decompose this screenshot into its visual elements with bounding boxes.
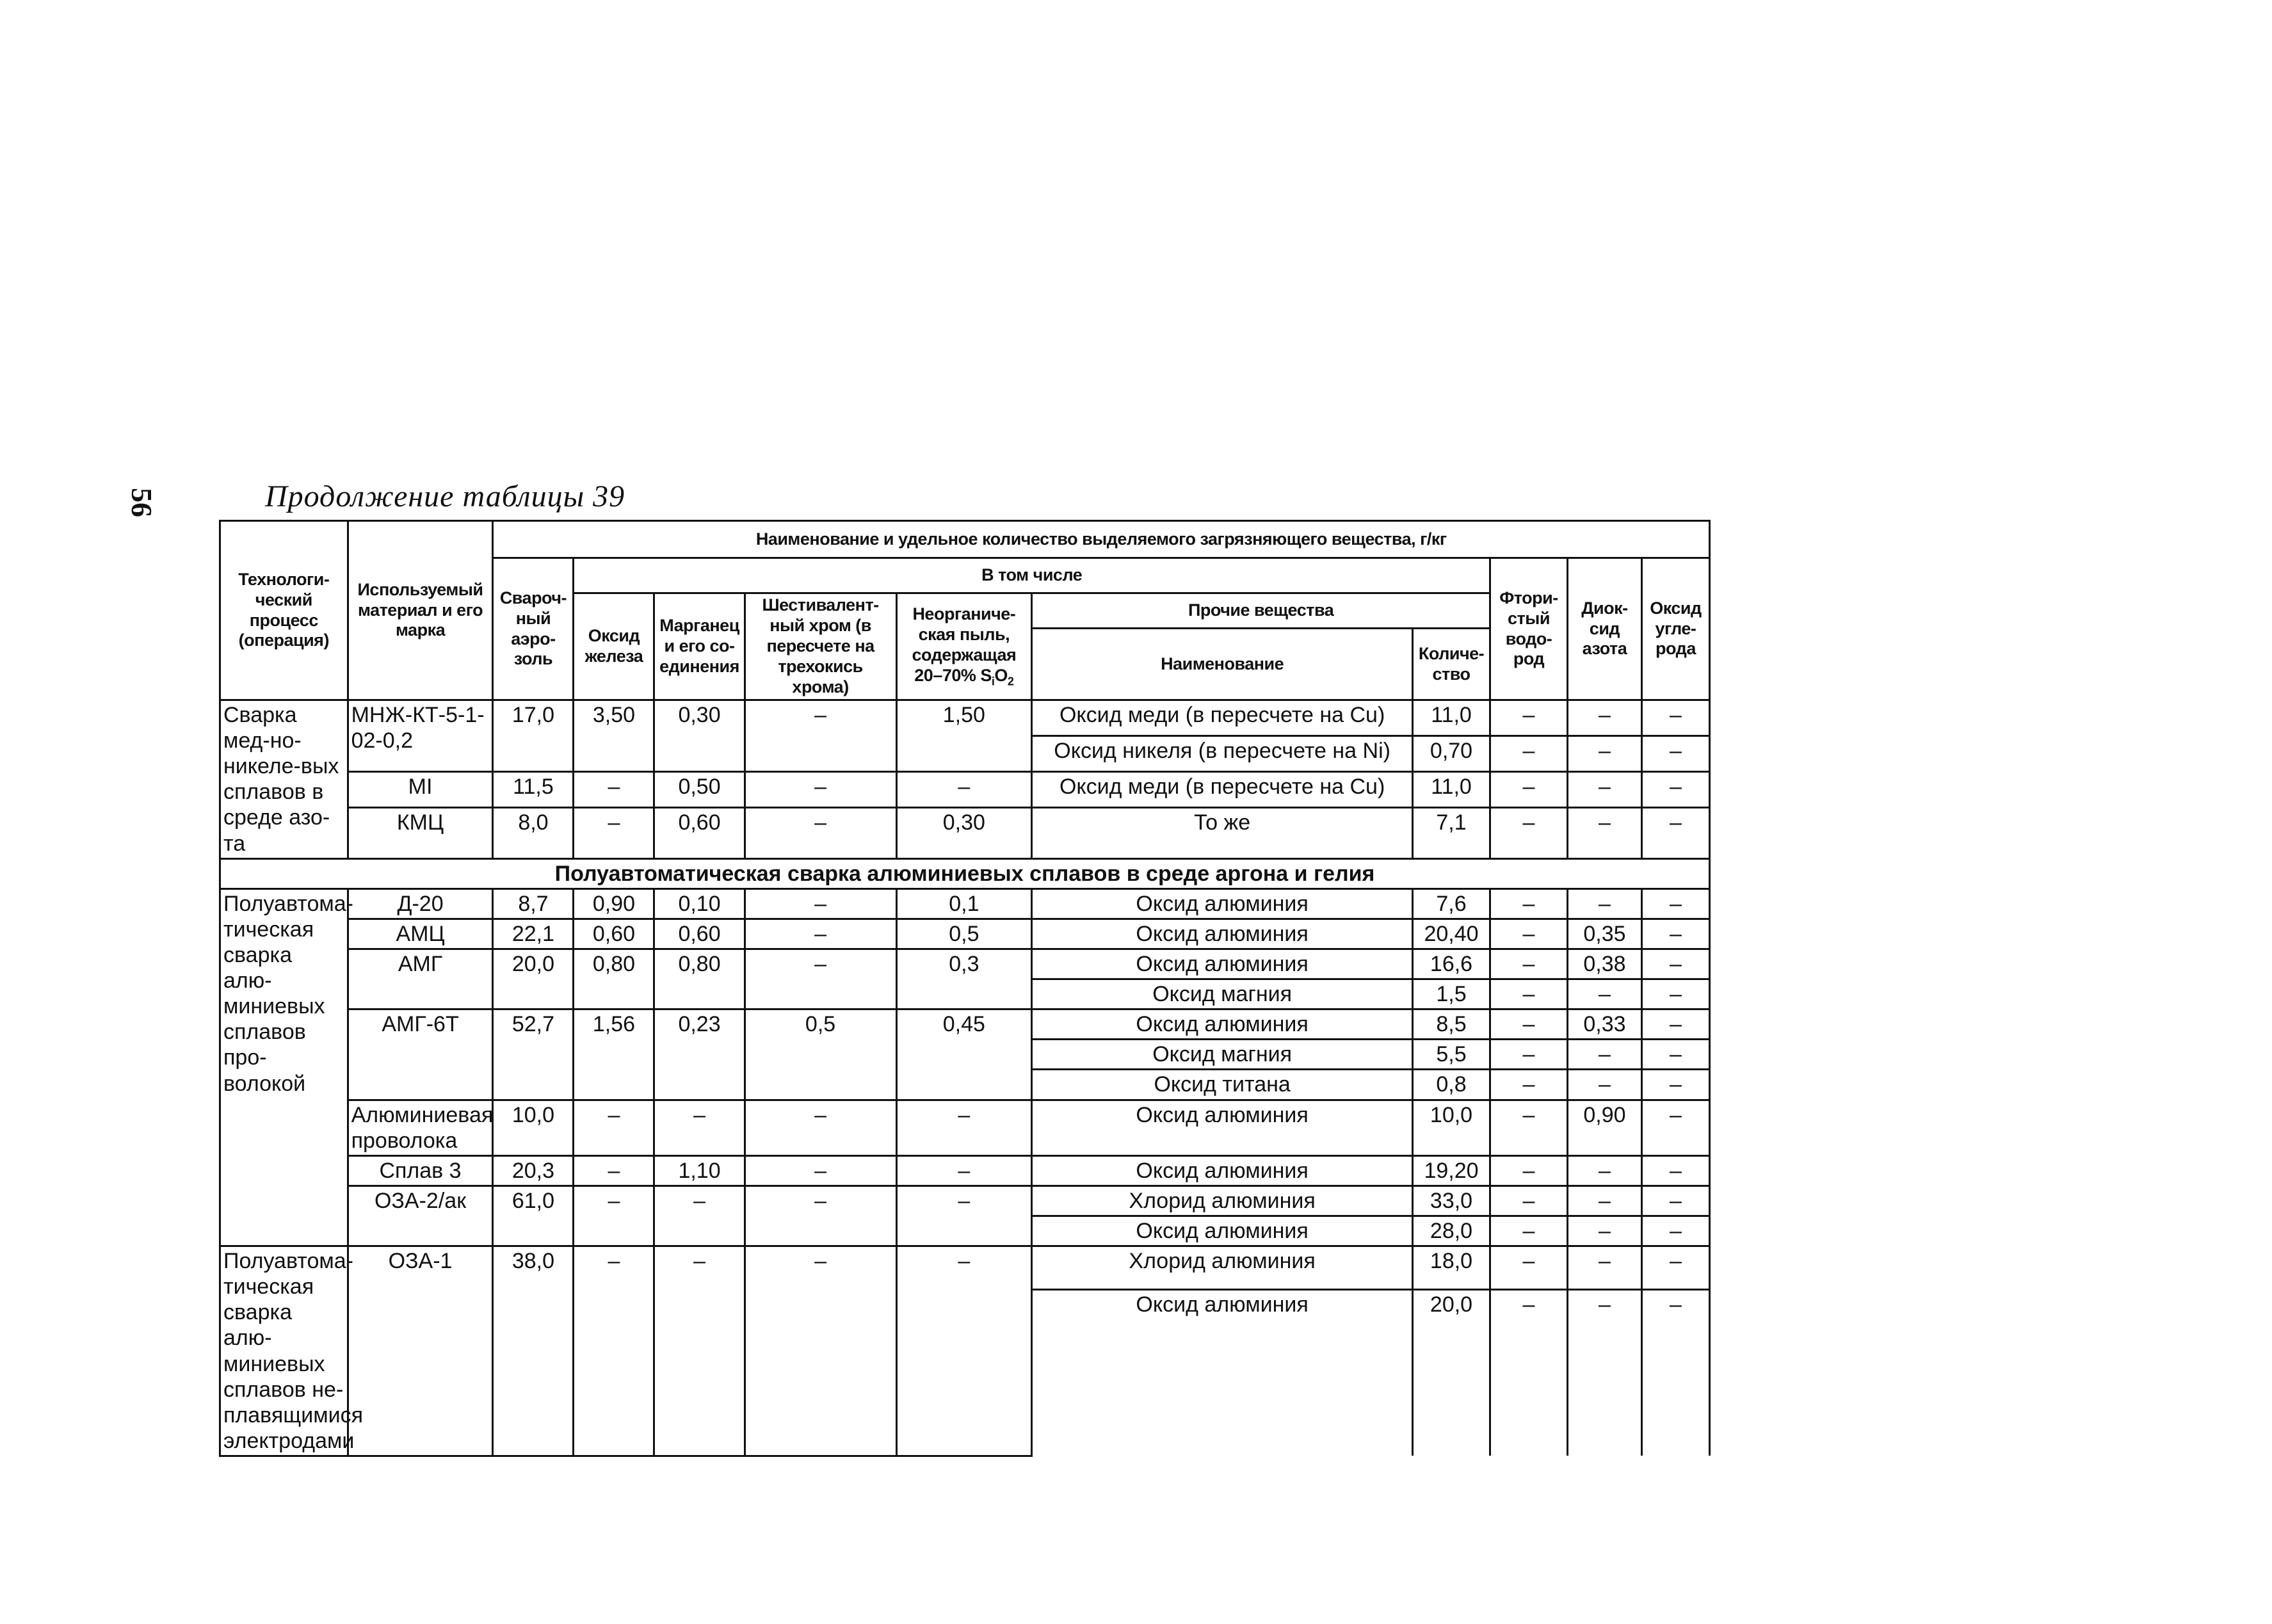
table-row [220, 807, 1710, 858]
co-cell: – [1641, 919, 1709, 949]
table-row [220, 919, 1710, 949]
header-aerosol: Свароч-ный аэро-золь [493, 558, 574, 700]
co-cell: – [1641, 1246, 1709, 1290]
section-title-row [220, 858, 1710, 888]
other-name-cell: Оксид никеля (в пересчете на Ni) [1032, 736, 1413, 771]
other-name-cell: Оксид меди (в пересчете на Cu) [1032, 771, 1413, 807]
other-name-cell: Оксид магния [1032, 979, 1413, 1009]
hf-cell: – [1490, 979, 1568, 1009]
other-name-cell: Оксид алюминия [1032, 1155, 1413, 1186]
material-cell: Алюминиевая проволока [348, 1100, 493, 1155]
other-name-cell: Оксид алюминия [1032, 888, 1413, 919]
dust-cell: 0,5 [896, 919, 1032, 949]
material-cell: АМГ-6Т [348, 1009, 493, 1100]
co-cell: – [1641, 1070, 1709, 1100]
hf-cell: – [1490, 1070, 1568, 1100]
fe-cell: 3,50 [574, 700, 654, 772]
header-other-name: Наименование [1032, 629, 1413, 700]
mn-cell: 0,60 [654, 807, 745, 858]
dust-cell: 0,30 [896, 807, 1032, 858]
header-co: Оксид угле-рода [1641, 558, 1709, 700]
other-name-cell: Оксид алюминия [1032, 919, 1413, 949]
fe-cell: – [574, 1155, 654, 1186]
co-cell: – [1641, 1009, 1709, 1040]
mn-cell: 0,23 [654, 1009, 745, 1100]
dust-cell: – [896, 771, 1032, 807]
cr-cell: – [745, 949, 896, 1009]
fe-cell: – [574, 1186, 654, 1246]
no2-cell: – [1567, 1289, 1641, 1456]
cr-cell: – [745, 1246, 896, 1456]
table-row [220, 771, 1710, 807]
hf-cell: – [1490, 919, 1568, 949]
no2-cell: – [1567, 771, 1641, 807]
dust-cell: 0,45 [896, 1009, 1032, 1100]
header-top-group: Наименование и удельное количество выделяемого загрязняющего вещества, г/кг [493, 521, 1710, 558]
process-cell: Полуавтома-тическая сварка алю-миниевых сплавов про-волокой [220, 888, 348, 1246]
cr-cell: – [745, 1186, 896, 1246]
co-cell: – [1641, 1186, 1709, 1216]
table-row [220, 1186, 1710, 1216]
table-row [220, 1246, 1710, 1290]
material-cell: ОЗА-1 [348, 1246, 493, 1456]
hf-cell: – [1490, 771, 1568, 807]
aerosol-cell: 8,7 [493, 888, 574, 919]
qty-cell: 7,1 [1413, 807, 1490, 858]
cr-cell: – [745, 807, 896, 858]
hf-cell: – [1490, 1186, 1568, 1216]
hf-cell: – [1490, 1040, 1568, 1070]
header-iron-oxide: Оксид железа [574, 593, 654, 700]
hf-cell: – [1490, 1289, 1568, 1456]
header-manganese: Марганец и его со-единения [654, 593, 745, 700]
qty-cell: 16,6 [1413, 949, 1490, 979]
table-row [220, 1100, 1710, 1155]
fe-cell: 0,90 [574, 888, 654, 919]
mn-cell: 1,10 [654, 1155, 745, 1186]
header-other: Прочие вещества [1032, 593, 1490, 629]
cr-cell: – [745, 1100, 896, 1155]
qty-cell: 7,6 [1413, 888, 1490, 919]
no2-cell: – [1567, 1216, 1641, 1246]
qty-cell: 1,5 [1413, 979, 1490, 1009]
table-row [220, 1155, 1710, 1186]
material-cell: АМГ [348, 949, 493, 1009]
aerosol-cell: 20,0 [493, 949, 574, 1009]
mn-cell: – [654, 1186, 745, 1246]
fe-cell: – [574, 771, 654, 807]
cr-cell: – [745, 771, 896, 807]
fe-cell: – [574, 807, 654, 858]
material-cell: ОЗА-2/ак [348, 1186, 493, 1246]
hf-cell: – [1490, 736, 1568, 771]
qty-cell: 5,5 [1413, 1040, 1490, 1070]
co-cell: – [1641, 1289, 1709, 1456]
dust-cell: 0,3 [896, 949, 1032, 1009]
other-name-cell: Оксид меди (в пересчете на Cu) [1032, 700, 1413, 736]
no2-cell: – [1567, 1186, 1641, 1216]
co-cell: – [1641, 888, 1709, 919]
header-process: Технологи-ческий процесс (операция) [220, 521, 348, 700]
mn-cell: 0,10 [654, 888, 745, 919]
hf-cell: – [1490, 1155, 1568, 1186]
material-cell: КМЦ [348, 807, 493, 858]
table-row [220, 1009, 1710, 1040]
material-cell: Сплав 3 [348, 1155, 493, 1186]
dust-cell: – [896, 1100, 1032, 1155]
page-number: 56 [125, 488, 158, 517]
hf-cell: – [1490, 1100, 1568, 1155]
qty-cell: 11,0 [1413, 771, 1490, 807]
hf-cell: – [1490, 1246, 1568, 1290]
cr-cell: – [745, 919, 896, 949]
no2-cell: – [1567, 1070, 1641, 1100]
section-title: Полуавтоматическая сварка алюминиевых сплавов в среде аргона и гелия [220, 858, 1710, 888]
hf-cell: – [1490, 1216, 1568, 1246]
cr-cell: 0,5 [745, 1009, 896, 1100]
mn-cell: – [654, 1100, 745, 1155]
hf-cell: – [1490, 700, 1568, 736]
other-name-cell: Оксид алюминия [1032, 1289, 1413, 1456]
no2-cell: 0,35 [1567, 919, 1641, 949]
material-cell: MI [348, 771, 493, 807]
other-name-cell: То же [1032, 807, 1413, 858]
emissions-table [219, 520, 1711, 1457]
mn-cell: 0,50 [654, 771, 745, 807]
no2-cell: 0,90 [1567, 1100, 1641, 1155]
co-cell: – [1641, 1155, 1709, 1186]
table-caption: Продолжение таблицы 39 [265, 479, 625, 513]
co-cell: – [1641, 736, 1709, 771]
hf-cell: – [1490, 807, 1568, 858]
header-other-qty: Количе-ство [1413, 629, 1490, 700]
aerosol-cell: 22,1 [493, 919, 574, 949]
co-cell: – [1641, 700, 1709, 736]
other-name-cell: Оксид алюминия [1032, 1009, 1413, 1040]
co-cell: – [1641, 1100, 1709, 1155]
header-including: В том числе [574, 558, 1490, 593]
other-name-cell: Хлорид алюминия [1032, 1246, 1413, 1290]
header-dust: Неорганиче-ская пыль, содержащая 20–70% $S_iO_2$ [896, 593, 1032, 700]
other-name-cell: Оксид магния [1032, 1040, 1413, 1070]
mn-cell: 0,60 [654, 919, 745, 949]
other-name-cell: Оксид алюминия [1032, 949, 1413, 979]
aerosol-cell: 61,0 [493, 1186, 574, 1246]
no2-cell: 0,38 [1567, 949, 1641, 979]
fe-cell: 1,56 [574, 1009, 654, 1100]
qty-cell: 19,20 [1413, 1155, 1490, 1186]
other-name-cell: Оксид алюминия [1032, 1100, 1413, 1155]
qty-cell: 28,0 [1413, 1216, 1490, 1246]
qty-cell: 18,0 [1413, 1246, 1490, 1290]
aerosol-cell: 10,0 [493, 1100, 574, 1155]
fe-cell: – [574, 1246, 654, 1456]
hf-cell: – [1490, 1009, 1568, 1040]
process-cell: Полуавтома-тическая сварка алю-миниевых сплавов не-плавящимися электродами [220, 1246, 348, 1456]
fe-cell: 0,80 [574, 949, 654, 1009]
qty-cell: 8,5 [1413, 1009, 1490, 1040]
dust-cell: – [896, 1186, 1032, 1246]
cr-cell: – [745, 1155, 896, 1186]
table-row [220, 700, 1710, 736]
fe-cell: – [574, 1100, 654, 1155]
hf-cell: – [1490, 888, 1568, 919]
co-cell: – [1641, 949, 1709, 979]
qty-cell: 11,0 [1413, 700, 1490, 736]
co-cell: – [1641, 771, 1709, 807]
aerosol-cell: 38,0 [493, 1246, 574, 1456]
mn-cell: – [654, 1246, 745, 1456]
header-no2: Диок-сид азота [1567, 558, 1641, 700]
qty-cell: 0,8 [1413, 1070, 1490, 1100]
hf-cell: – [1490, 949, 1568, 979]
mn-cell: 0,80 [654, 949, 745, 1009]
material-cell: МНЖ-КТ-5-1-02-0,2 [348, 700, 493, 772]
co-cell: – [1641, 979, 1709, 1009]
mn-cell: 0,30 [654, 700, 745, 772]
cr-cell: – [745, 700, 896, 772]
table-row [220, 888, 1710, 919]
no2-cell: – [1567, 736, 1641, 771]
dust-cell: – [896, 1155, 1032, 1186]
qty-cell: 20,0 [1413, 1289, 1490, 1456]
no2-cell: – [1567, 979, 1641, 1009]
no2-cell: – [1567, 1246, 1641, 1290]
qty-cell: 0,70 [1413, 736, 1490, 771]
aerosol-cell: 8,0 [493, 807, 574, 858]
table-row [220, 949, 1710, 979]
header-chromium: Шестивалент-ный хром (в пересчете на трехокись хрома) [745, 593, 896, 700]
aerosol-cell: 52,7 [493, 1009, 574, 1100]
other-name-cell: Оксид алюминия [1032, 1216, 1413, 1246]
qty-cell: 33,0 [1413, 1186, 1490, 1216]
no2-cell: – [1567, 807, 1641, 858]
process-cell: Сварка мед-но-никеле-вых сплавов в среде азо-та [220, 700, 348, 859]
co-cell: – [1641, 1040, 1709, 1070]
dust-cell: 1,50 [896, 700, 1032, 772]
co-cell: – [1641, 807, 1709, 858]
no2-cell: – [1567, 700, 1641, 736]
qty-cell: 20,40 [1413, 919, 1490, 949]
no2-cell: 0,33 [1567, 1009, 1641, 1040]
dust-cell: 0,1 [896, 888, 1032, 919]
other-name-cell: Хлорид алюминия [1032, 1186, 1413, 1216]
aerosol-cell: 20,3 [493, 1155, 574, 1186]
no2-cell: – [1567, 1155, 1641, 1186]
no2-cell: – [1567, 888, 1641, 919]
aerosol-cell: 17,0 [493, 700, 574, 772]
fe-cell: 0,60 [574, 919, 654, 949]
no2-cell: – [1567, 1040, 1641, 1070]
aerosol-cell: 11,5 [493, 771, 574, 807]
qty-cell: 10,0 [1413, 1100, 1490, 1155]
material-cell: Д-20 [348, 888, 493, 919]
material-cell: АМЦ [348, 919, 493, 949]
dust-cell: – [896, 1246, 1032, 1456]
co-cell: – [1641, 1216, 1709, 1246]
header-material: Используемый материал и его марка [348, 521, 493, 700]
header-hf: Фтори-стый водо-род [1490, 558, 1568, 700]
other-name-cell: Оксид титана [1032, 1070, 1413, 1100]
cr-cell: – [745, 888, 896, 919]
